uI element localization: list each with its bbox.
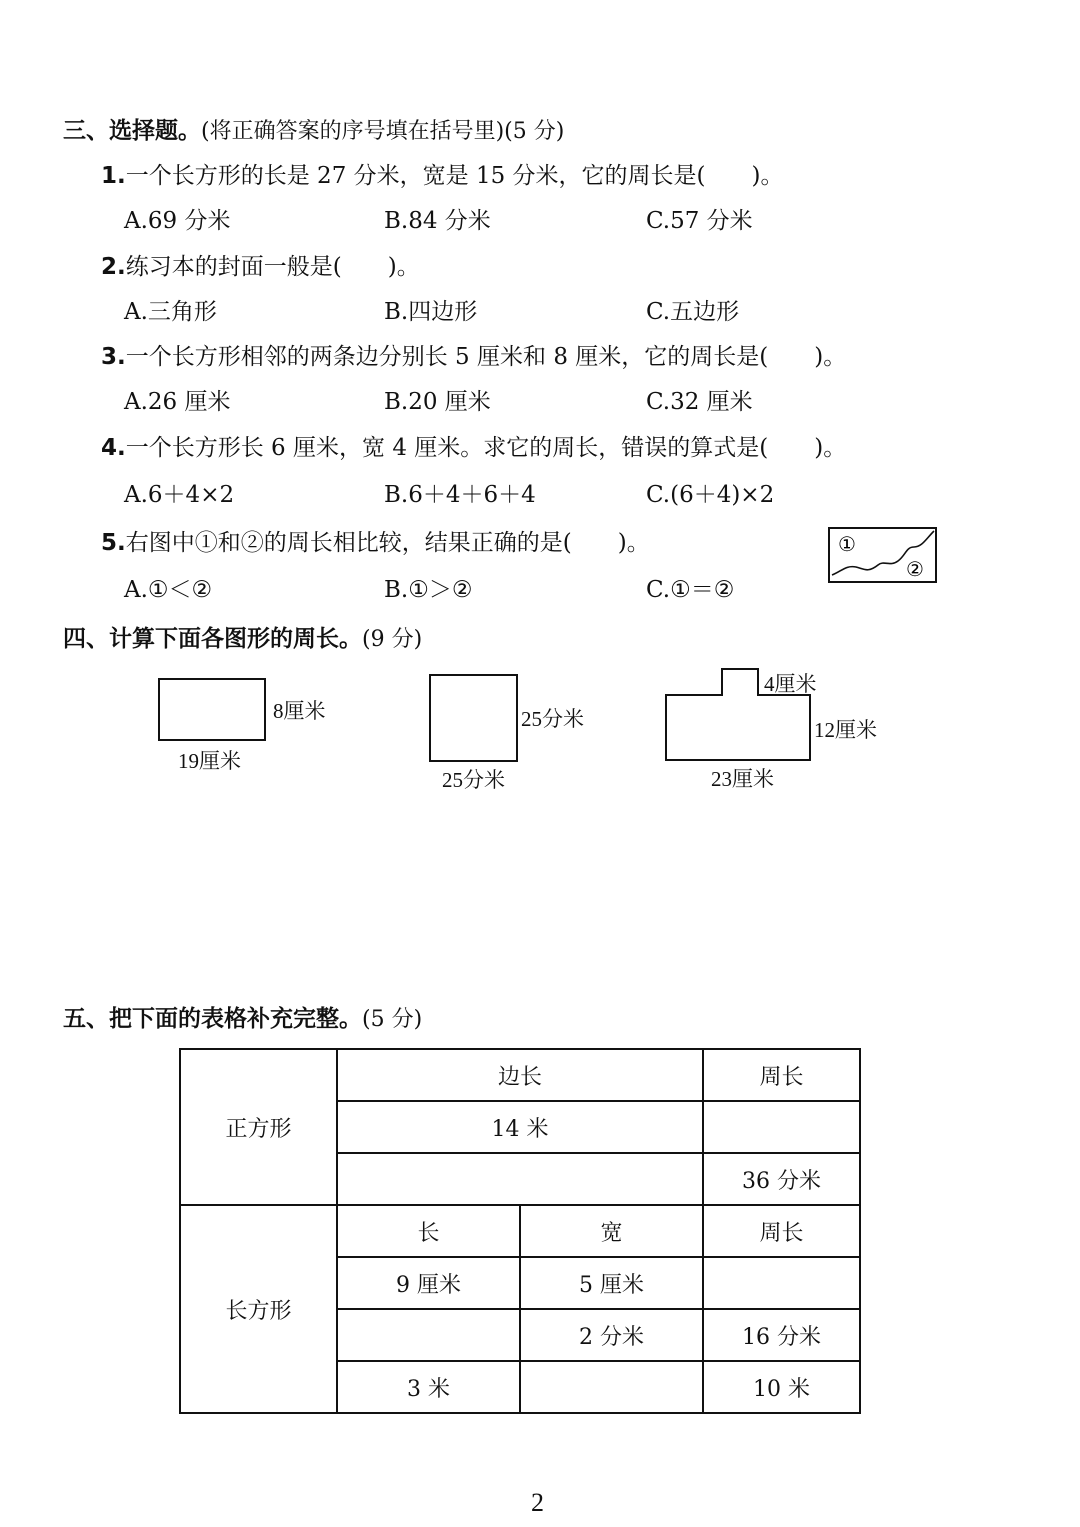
q1-option-a: A.69 分米 — [124, 208, 231, 234]
figure-rectangle-1 — [158, 678, 266, 741]
figure-square — [429, 674, 518, 762]
section4-note: (9 分) — [362, 627, 423, 652]
width-header-cell: 宽 — [520, 1205, 703, 1257]
question-text: 练习本的封面一般是( )。 — [125, 254, 420, 280]
perimeter-table — [179, 1048, 861, 1414]
question-5 — [101, 524, 650, 557]
rect-width-cell: 2 分米 — [520, 1309, 703, 1361]
question-text: 右图中①和②的周长相比较，结果正确的是( )。 — [125, 530, 650, 556]
q3-option-c: C.32 厘米 — [646, 389, 753, 415]
q3-option-a: A.26 厘米 — [124, 389, 231, 415]
length-header-cell: 长 — [337, 1205, 520, 1257]
rect-perimeter-cell: 10 米 — [703, 1361, 860, 1413]
square-perimeter-cell: 36 分米 — [703, 1153, 860, 1205]
square-side-cell[interactable] — [337, 1153, 703, 1205]
section3-title: 三、选择题。 — [63, 118, 201, 144]
fig3-top-label: 4厘米 — [764, 672, 817, 696]
rect-length-cell[interactable] — [337, 1309, 520, 1361]
q4-option-c: C.(6＋4)×2 — [646, 482, 775, 508]
rect-label-cell: 长方形 — [180, 1205, 337, 1413]
rect-perimeter-cell: 16 分米 — [703, 1309, 860, 1361]
question-number: 5. — [101, 530, 126, 556]
rect-length-cell: 3 米 — [337, 1361, 520, 1413]
section5-note: (5 分) — [362, 1007, 423, 1032]
q3-option-b: B.20 厘米 — [384, 389, 491, 415]
section3-heading — [63, 112, 564, 145]
q1-option-c: C.57 分米 — [646, 208, 753, 234]
q2-option-a: A.三角形 — [124, 299, 217, 325]
page-number: 2 — [531, 1488, 544, 1517]
q5-option-c: C.①＝② — [646, 577, 735, 603]
q5-option-a: A.①＜② — [124, 577, 213, 603]
question-text: 一个长方形长 6 厘米，宽 4 厘米。求它的周长，错误的算式是( )。 — [125, 435, 847, 461]
rect-width-cell: 5 厘米 — [520, 1257, 703, 1309]
fig1-bottom-label: 19厘米 — [178, 749, 241, 773]
question-text: 一个长方形相邻的两条边分别长 5 厘米和 8 厘米，它的周长是( )。 — [125, 344, 847, 370]
question-3 — [101, 338, 846, 371]
table-row — [180, 1205, 860, 1257]
section4-title: 四、计算下面各图形的周长。 — [63, 626, 362, 652]
q2-option-b: B.四边形 — [384, 299, 478, 325]
question-4 — [101, 429, 846, 462]
question-number: 1. — [101, 163, 126, 189]
q5-figure-label-2: ② — [906, 559, 924, 581]
fig1-side-label: 8厘米 — [273, 699, 326, 723]
question-text: 一个长方形的长是 27 分米，宽是 15 分米，它的周长是( )。 — [125, 163, 784, 189]
section5-heading — [63, 1000, 422, 1033]
rect-width-cell[interactable] — [520, 1361, 703, 1413]
perimeter-header-cell: 周长 — [703, 1205, 860, 1257]
question-2 — [101, 248, 420, 281]
question-number: 3. — [101, 344, 126, 370]
question-number: 2. — [101, 254, 126, 280]
section3-note: (将正确答案的序号填在括号里)(5 分) — [201, 119, 565, 144]
question-number: 4. — [101, 435, 126, 461]
table-row — [180, 1049, 860, 1101]
square-side-cell: 14 米 — [337, 1101, 703, 1153]
rect-length-cell: 9 厘米 — [337, 1257, 520, 1309]
side-header-cell: 边长 — [337, 1049, 703, 1101]
perimeter-header-cell: 周长 — [703, 1049, 860, 1101]
q1-option-b: B.84 分米 — [384, 208, 491, 234]
fig2-side-label: 25分米 — [521, 707, 584, 731]
section4-heading — [63, 620, 422, 653]
q4-option-a: A.6＋4×2 — [124, 482, 235, 508]
question-1 — [101, 157, 783, 190]
square-perimeter-cell[interactable] — [703, 1101, 860, 1153]
rect-perimeter-cell[interactable] — [703, 1257, 860, 1309]
square-label-cell: 正方形 — [180, 1049, 337, 1205]
fig2-bottom-label: 25分米 — [442, 768, 505, 792]
fig3-side-label: 12厘米 — [814, 718, 877, 742]
q2-option-c: C.五边形 — [646, 299, 740, 325]
q4-option-b: B.6＋4＋6＋4 — [384, 482, 536, 508]
q5-option-b: B.①＞② — [384, 577, 473, 603]
q5-figure-label-1: ① — [838, 534, 856, 556]
fig3-bottom-label: 23厘米 — [711, 767, 774, 791]
q5-figure — [826, 525, 940, 587]
section5-title: 五、把下面的表格补充完整。 — [63, 1006, 362, 1032]
